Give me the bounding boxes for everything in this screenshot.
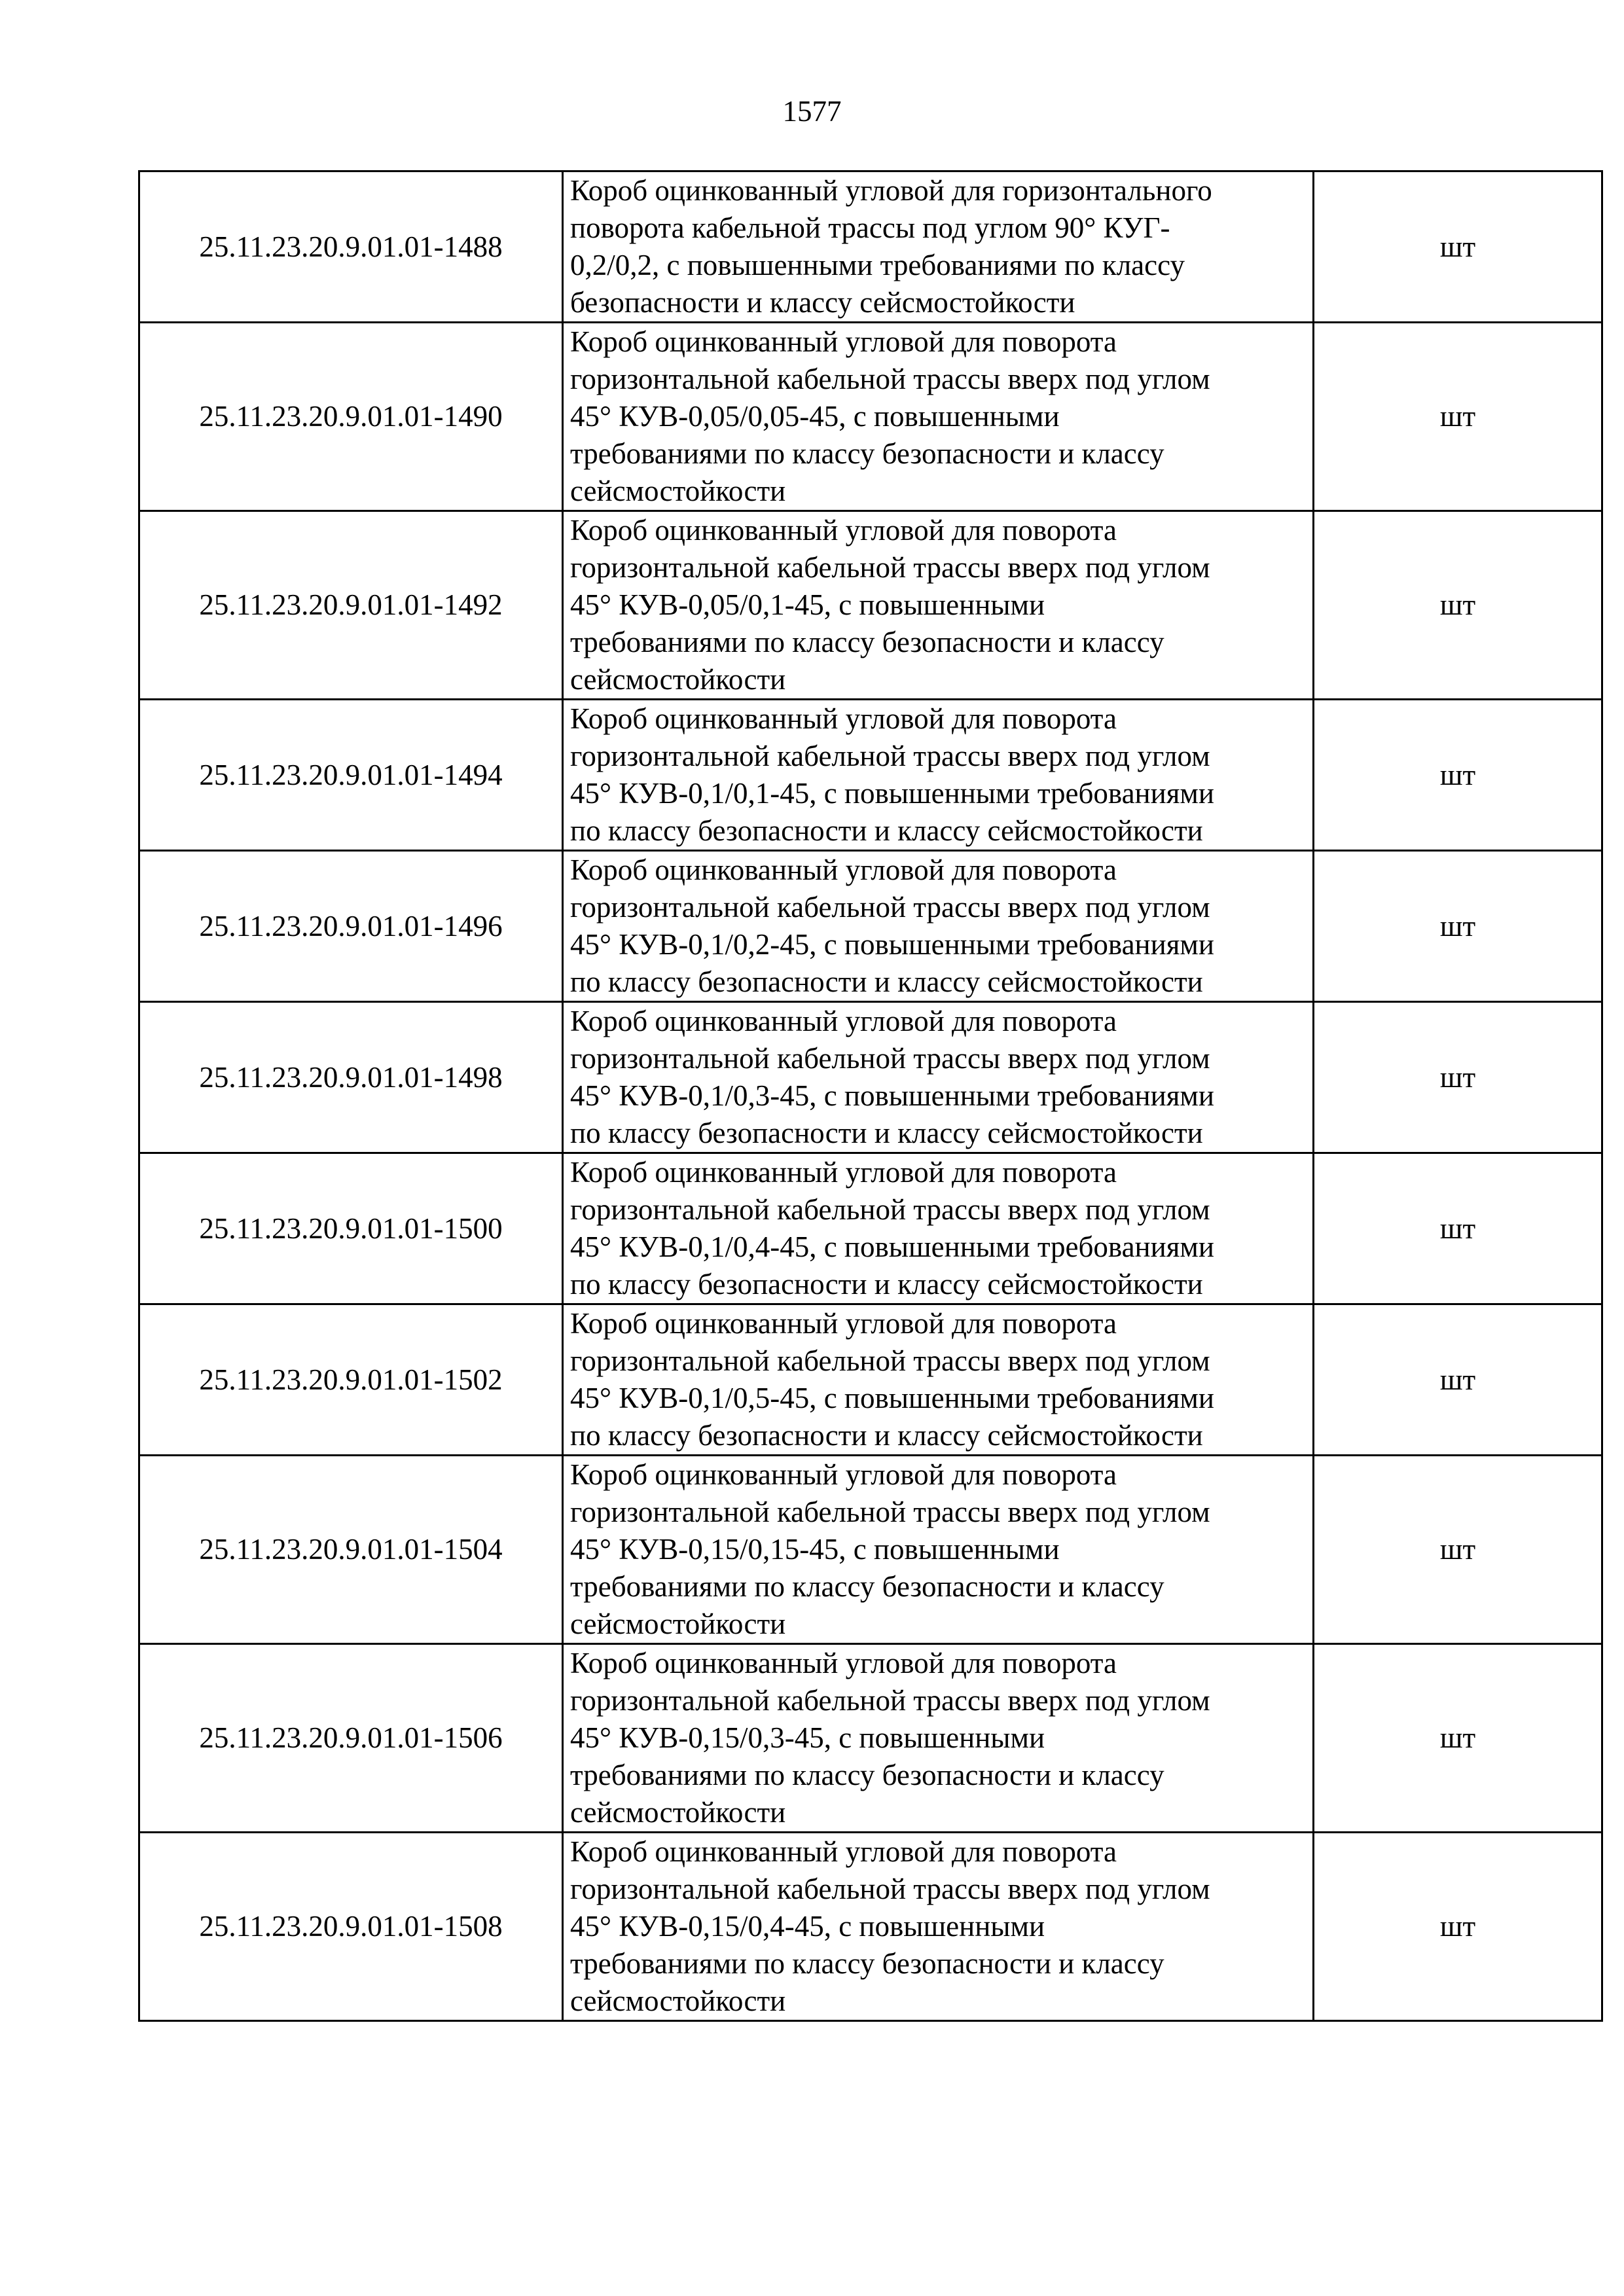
description-line: Короб оцинкованный угловой для поворота [570,325,1117,358]
resource-table [138,170,1603,2022]
description-line: Короб оцинкованный угловой для поворота [570,1647,1117,1679]
description-line: горизонтальной кабельной трассы вверх под углом [570,891,1210,924]
table-row [139,171,1602,323]
table-row [139,1456,1602,1644]
resource-code: 25.11.23.20.9.01.01-1498 [139,1002,563,1153]
description-line: по классу безопасности и классу сейсмостойкости [570,965,1203,998]
description-line: 45° КУВ-0,1/0,4-45, с повышенными требованиями [570,1230,1214,1263]
resource-description [563,700,1314,851]
resource-code: 25.11.23.20.9.01.01-1500 [139,1153,563,1304]
resource-code: 25.11.23.20.9.01.01-1504 [139,1456,563,1644]
description-line: горизонтальной кабельной трассы вверх под углом [570,1684,1210,1717]
resource-description [563,1153,1314,1304]
description-line: сейсмостойкости [570,475,786,507]
resource-description [563,323,1314,511]
table-row [139,851,1602,1002]
unit-of-measure: шт [1314,1644,1602,1833]
unit-of-measure: шт [1314,323,1602,511]
description-line: Короб оцинкованный угловой для поворота [570,1005,1117,1037]
resource-code: 25.11.23.20.9.01.01-1494 [139,700,563,851]
table-row [139,1304,1602,1456]
resource-description [563,511,1314,700]
description-line: сейсмостойкости [570,1607,786,1640]
table-row [139,1153,1602,1304]
unit-of-measure: шт [1314,171,1602,323]
description-line: горизонтальной кабельной трассы вверх под углом [570,1193,1210,1226]
description-line: 45° КУВ-0,1/0,5-45, с повышенными требованиями [570,1382,1214,1414]
description-line: Короб оцинкованный угловой для поворота [570,1458,1117,1491]
description-line: Короб оцинкованный угловой для поворота [570,1307,1117,1340]
description-line: безопасности и классу сейсмостойкости [570,286,1075,319]
table-row [139,511,1602,700]
resource-code: 25.11.23.20.9.01.01-1490 [139,323,563,511]
description-line: сейсмостойкости [570,1796,786,1829]
description-line: 0,2/0,2, с повышенными требованиями по классу [570,249,1185,281]
table-body [139,171,1602,2021]
resource-code: 25.11.23.20.9.01.01-1488 [139,171,563,323]
resource-description [563,1833,1314,2021]
table-row [139,323,1602,511]
resource-code: 25.11.23.20.9.01.01-1496 [139,851,563,1002]
description-line: горизонтальной кабельной трассы вверх под углом [570,1873,1210,1905]
description-line: Короб оцинкованный угловой для поворота [570,702,1117,735]
unit-of-measure: шт [1314,700,1602,851]
description-line: сейсмостойкости [570,663,786,696]
description-line: 45° КУВ-0,15/0,3-45, с повышенными [570,1721,1045,1754]
unit-of-measure: шт [1314,1456,1602,1644]
resource-description [563,1456,1314,1644]
unit-of-measure: шт [1314,1833,1602,2021]
description-line: 45° КУВ-0,15/0,15-45, с повышенными [570,1533,1060,1566]
resource-description [563,1304,1314,1456]
table-row [139,1002,1602,1153]
description-line: 45° КУВ-0,1/0,2-45, с повышенными требованиями [570,928,1214,961]
description-line: горизонтальной кабельной трассы вверх под углом [570,1344,1210,1377]
resource-code: 25.11.23.20.9.01.01-1506 [139,1644,563,1833]
description-line: по классу безопасности и классу сейсмостойкости [570,814,1203,847]
page-number: 1577 [782,95,842,128]
unit-of-measure: шт [1314,1304,1602,1456]
resource-description [563,171,1314,323]
description-line: 45° КУВ-0,05/0,05-45, с повышенными [570,400,1060,433]
table-row [139,700,1602,851]
description-line: 45° КУВ-0,1/0,1-45, с повышенными требованиями [570,777,1214,810]
description-line: поворота кабельной трассы под углом 90° КУГ- [570,211,1170,244]
resource-code: 25.11.23.20.9.01.01-1492 [139,511,563,700]
description-line: требованиями по классу безопасности и классу [570,437,1164,470]
description-line: по классу безопасности и классу сейсмостойкости [570,1117,1203,1149]
description-line: Короб оцинкованный угловой для горизонтального [570,174,1212,207]
description-line: требованиями по классу безопасности и классу [570,626,1164,658]
unit-of-measure: шт [1314,1002,1602,1153]
description-line: горизонтальной кабельной трассы вверх под углом [570,1042,1210,1075]
description-line: Короб оцинкованный угловой для поворота [570,1835,1117,1868]
description-line: Короб оцинкованный угловой для поворота [570,853,1117,886]
description-line: Короб оцинкованный угловой для поворота [570,514,1117,547]
resource-code: 25.11.23.20.9.01.01-1502 [139,1304,563,1456]
resource-description [563,851,1314,1002]
description-line: Короб оцинкованный угловой для поворота [570,1156,1117,1189]
description-line: горизонтальной кабельной трассы вверх под углом [570,1496,1210,1528]
resource-description [563,1644,1314,1833]
description-line: горизонтальной кабельной трассы вверх под углом [570,740,1210,772]
description-line: по классу безопасности и классу сейсмостойкости [570,1419,1203,1452]
unit-of-measure: шт [1314,851,1602,1002]
description-line: 45° КУВ-0,15/0,4-45, с повышенными [570,1910,1045,1943]
resource-description [563,1002,1314,1153]
description-line: горизонтальной кабельной трассы вверх под углом [570,551,1210,584]
description-line: горизонтальной кабельной трассы вверх под углом [570,363,1210,395]
unit-of-measure: шт [1314,511,1602,700]
table-row [139,1833,1602,2021]
unit-of-measure: шт [1314,1153,1602,1304]
table-row [139,1644,1602,1833]
description-line: по классу безопасности и классу сейсмостойкости [570,1268,1203,1300]
description-line: требованиями по классу безопасности и классу [570,1570,1164,1603]
description-line: 45° КУВ-0,1/0,3-45, с повышенными требованиями [570,1079,1214,1112]
description-line: требованиями по классу безопасности и классу [570,1947,1164,1980]
description-line: требованиями по классу безопасности и классу [570,1759,1164,1791]
resource-code: 25.11.23.20.9.01.01-1508 [139,1833,563,2021]
description-line: сейсмостойкости [570,1984,786,2017]
description-line: 45° КУВ-0,05/0,1-45, с повышенными [570,588,1045,621]
